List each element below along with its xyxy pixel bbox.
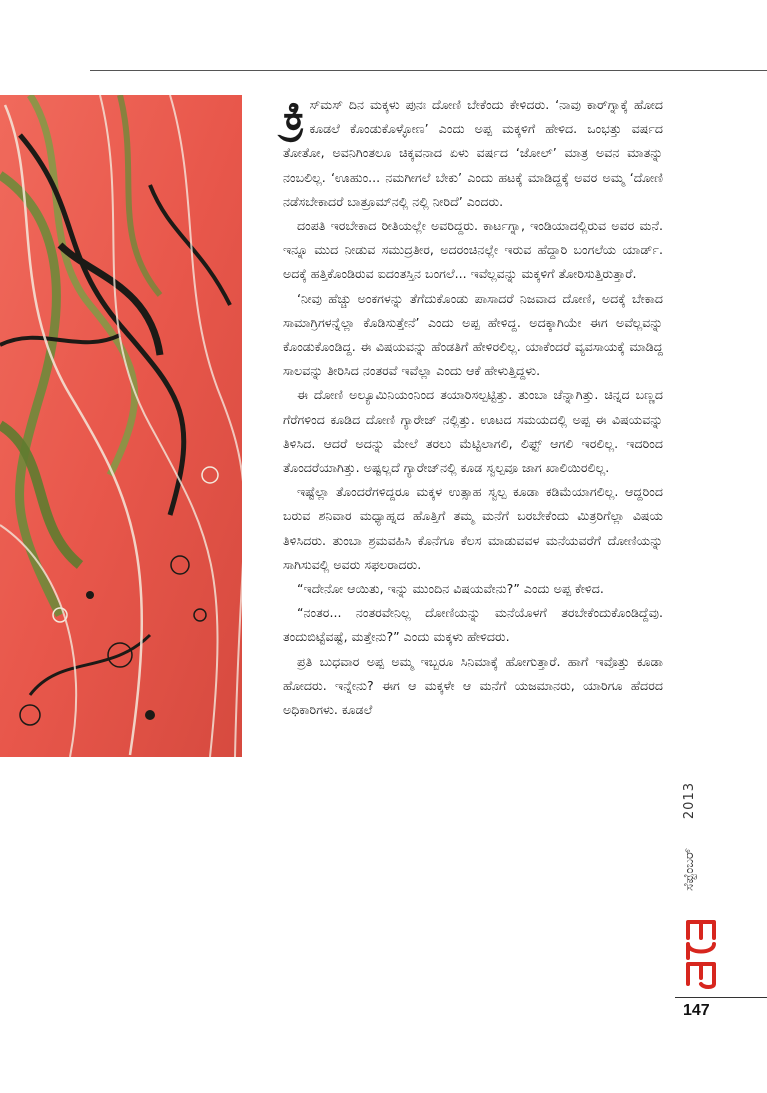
article-body <box>283 89 663 722</box>
paragraph-4: ಈ ದೋಣಿ ಅಲ್ಯೂಮಿನಿಯಂನಿಂದ ತಯಾರಿಸಲ್ಪಟ್ಟಿತ್ತು. ತುಂಬಾ ಚೆನ್ನಾಗಿತ್ತು. ಚಿನ್ನದ ಬಣ್ಣದ ಗೆರೆಗಳಿಂದ ಕೂಡಿದ ದೋಣಿ ಗ್ಯಾರೇಜ್ ನಲ್ಲಿತ್ತು. ಊಟದ ಸಮಯದಲ್ಲಿ ಅಪ್ಪ ಈ ವಿಷಯವನ್ನು ತಿಳಿಸಿದ. ಆದರೆ ಅದನ್ನು ಮೇಲೆ ತರಲು ಮೆಟ್ಟಿಲಾಗಲಿ, ಲಿಫ್ಟ್ ಆಗಲಿ ಇರಲಿಲ್ಲ. ಇದರಿಂದ ತೊಂದರೆಯಾಗಿತ್ತು. ಅಷ್ಟಲ್ಲದೆ ಗ್ಯಾರೇಜ್‌ನಲ್ಲಿ ಕೂಡ ಸ್ವಲ್ಪವೂ ಜಾಗ ಖಾಲಿಯಿರಲಿಲ್ಲ. <box>283 387 663 476</box>
paragraph-8: ಪ್ರತಿ ಬುಧವಾರ ಅಪ್ಪ ಅಮ್ಮ ಇಬ್ಬರೂ ಸಿನಿಮಾಕ್ಕೆ ಹೋಗುತ್ತಾರೆ. ಹಾಗೆ ಇವೊತ್ತು ಕೂಡಾ ಹೋದರು. ಇನ್ನೇನು? ಈಗ ಆ ಮಕ್ಕಳೇ ಆ ಮನೆಗೆ ಯಜಮಾನರು, ಯಾರಿಗೂ ಹೆದರದ ಅಧಿಕಾರಿಗಳು. ಕೂಡಲೆ <box>283 653 663 718</box>
abstract-painting <box>0 95 242 757</box>
paragraph-7: “ನಂತರ... ನಂತರವೇನಿಲ್ಲ ದೋಣಿಯನ್ನು ಮನೆಯೊಳಗೆ ತರಬೇಕೆಂದುಕೊಂಡಿದ್ದೆವು. ತಂದುಬಿಟ್ಟೆವಷ್ಟೆ, ಮತ್ತೇನು?” ಎಂದು ಮಕ್ಕಳು ಹೇಳಿದರು. <box>283 605 663 645</box>
paragraph-3: ‘ನೀವು ಹೆಚ್ಚು ಅಂಕಗಳನ್ನು ತೆಗೆದುಕೊಂಡು ಪಾಸಾದರೆ ನಿಜವಾದ ದೋಣಿ, ಅದಕ್ಕೆ ಬೇಕಾದ ಸಾಮಾಗ್ರಿಗಳನ್ನೆಲ್ಲಾ ಕೊಡಿಸುತ್ತೇನೆ’ ಎಂದು ಅಪ್ಪ ಹೇಳಿದ್ದ. ಅದಕ್ಕಾಗಿಯೇ ಈಗ ಅವೆಲ್ಲವನ್ನು ಕೊಂಡುಕೊಂಡಿದ್ದ. ಈ ವಿಷಯವನ್ನು ಹೆಂಡತಿಗೆ ಹೇಳಿರಲಿಲ್ಲ. ಯಾಕೆಂದರೆ ವ್ಯವಸಾಯಕ್ಕೆ ಮಾಡಿದ್ದ ಸಾಲವನ್ನು ತೀರಿಸಿದ ನಂತರವೆ ಇವೆಲ್ಲಾ ಎಂದು ಆಕೆ ಹೇಳುತ್ತಿದ್ದಳು. <box>283 290 663 379</box>
issue-year: 2013 <box>682 782 697 820</box>
footer-rule <box>675 997 767 998</box>
magazine-sidebar <box>680 778 716 998</box>
drop-cap: ಕ್ರಿ <box>283 89 306 140</box>
page-number: 147 <box>683 1002 710 1019</box>
paragraph-1 <box>283 89 663 214</box>
header-rule <box>90 70 767 71</box>
magazine-logo <box>684 918 718 990</box>
paragraph-6: “ಇದೇನೋ ಆಯಿತು, ಇನ್ನು ಮುಂದಿನ ವಿಷಯವೇನು?” ಎಂದು ಅಪ್ಪ ಕೇಳಿದ. <box>297 581 604 597</box>
issue-month: ಸೆಪ್ಟೆಂಬರ್ <box>682 848 697 891</box>
paragraph-text: ಸ್‌ಮಸ್ ದಿನ ಮಕ್ಕಳು ಪುನಃ ದೋಣಿ ಬೇಕೆಂದು ಕೇಳಿದರು. ‘ನಾವು ಕಾರ್‌ಗ್ನಾಕ್ಕೆ ಹೋದ ಕೂಡಲೆ ಕೊಂಡುಕೊಳ್ಳೋಣ’ ಎಂದು ಅಪ್ಪ ಮಕ್ಕಳಿಗೆ ಹೇಳಿದ. ಒಂಭತ್ತು ವರ್ಷದ ತೋತೋ, ಅವನಿಗಿಂತಲೂ ಚಿಕ್ಕವನಾದ ಏಳು ವರ್ಷದ ‘ಜೋಲ್’ ಮಾತ್ರ ಅವನ ಮಾತನ್ನು ನಂಬಲಿಲ್ಲ. ‘ಊಹುಂ... ನಮಗೀಗಲೆ ಬೇಕು’ ಎಂದು ಹಟಕ್ಕೆ ಮಾಡಿದ್ದಕ್ಕೆ ಅವರ ಅಮ್ಮ ‘ದೋಣಿ ನಡೆಸಬೇಕಾದರೆ ಬಾತ್ರೂಮ್‌ನಲ್ಲಿ ನಲ್ಲಿ ನೀರಿದೆ’ ಎಂದರು. <box>283 97 663 209</box>
paragraph-2: ದಂಪತಿ ಇರಬೇಕಾದ ರೀತಿಯಲ್ಲೇ ಅವರಿದ್ದರು. ಕಾರ್ಟಗ್ನಾ, ಇಂಡಿಯಾದಲ್ಲಿರುವ ಅವರ ಮನೆ. ಇನ್ನೂ ಮುದ ನೀಡುವ ಸಮುದ್ರತೀರ, ಅದರಂಚಿನಲ್ಲೇ ಇರುವ ಹೆದ್ದಾರಿ ಬಂಗಲೆಯ ಯಾರ್ಡ್. ಅದಕ್ಕೆ ಹತ್ತಿಕೊಂಡಿರುವ ಐದಂತಸ್ತಿನ ಬಂಗಲೆ... ಇವೆಲ್ಲವನ್ನು ಮಕ್ಕಳಿಗೆ ತೋರಿಸುತ್ತಿರುತ್ತಾರೆ. <box>283 218 663 282</box>
paragraph-5: ಇಷ್ಟೆಲ್ಲಾ ತೊಂದರೆಗಳಿದ್ದರೂ ಮಕ್ಕಳ ಉತ್ಸಾಹ ಸ್ವಲ್ಪ ಕೂಡಾ ಕಡಿಮೆಯಾಗಲಿಲ್ಲ. ಆದ್ದರಿಂದ ಬರುವ ಶನಿವಾರ ಮಧ್ಯಾಹ್ನದ ಹೊತ್ತಿಗೆ ತಮ್ಮ ಮನೆಗೆ ಬರಬೇಕೆಂದು ಮಿತ್ರರಿಗೆಲ್ಲಾ ವಿಷಯ ತಿಳಿಸಿದರು. ತುಂಬಾ ಶ್ರಮವಹಿಸಿ ಕೊನೆಗೂ ಕೆಲಸ ಮಾಡುವವಳ ಮನೆಯವರೆಗೆ ದೋಣಿಯನ್ನು ಸಾಗಿಸುವಲ್ಲಿ ಅವರು ಸಫಲರಾದರು. <box>283 484 663 572</box>
